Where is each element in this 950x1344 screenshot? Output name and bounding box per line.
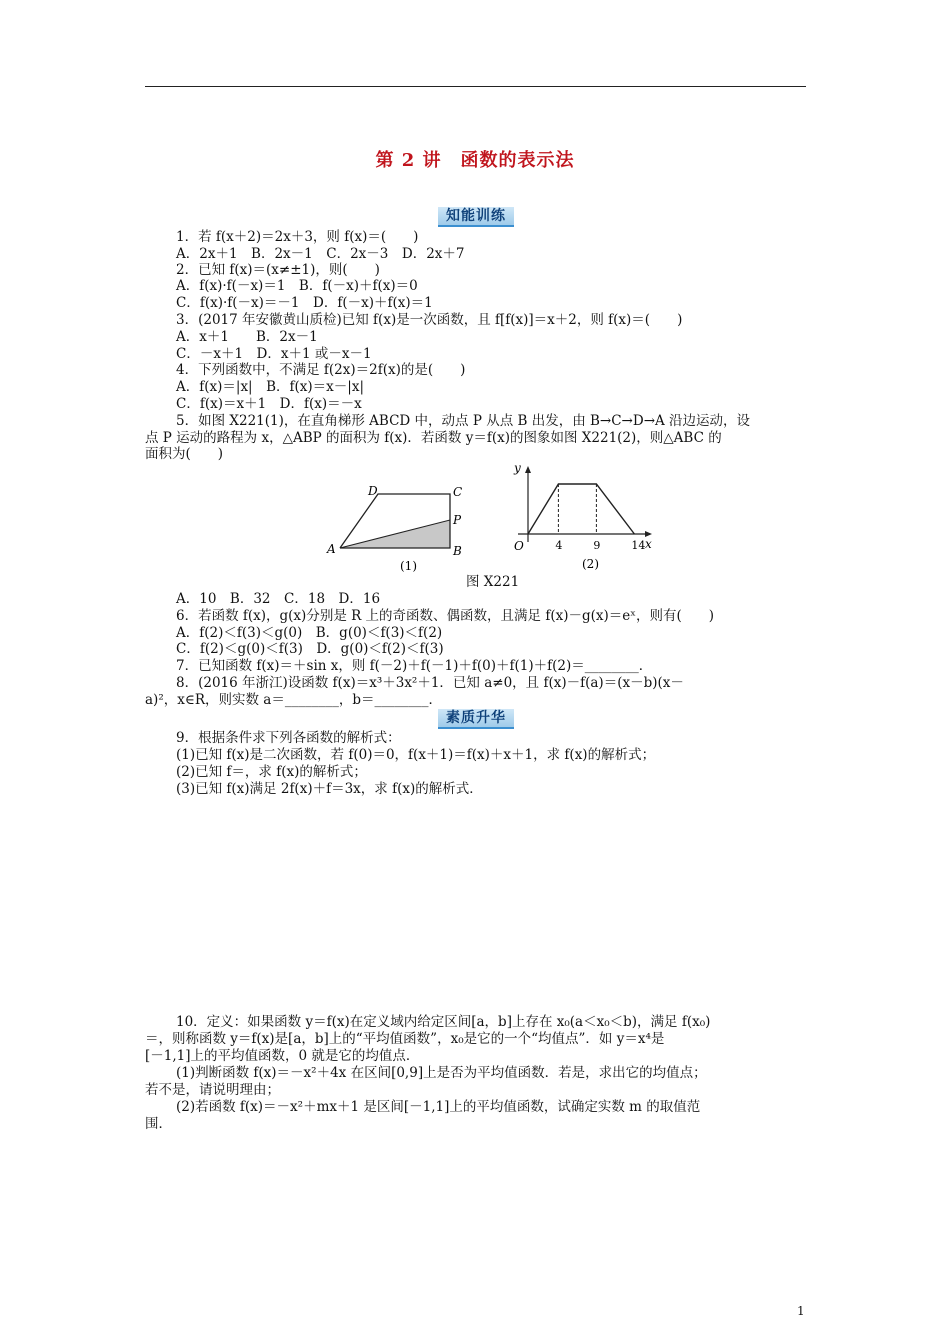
label-D: D bbox=[368, 484, 378, 498]
q2-options-ab: A．f(x)·f(－x)＝1 B．f(－x)＋f(x)＝0 bbox=[176, 278, 418, 294]
q1-options: A．2x＋1 B．2x－1 C．2x－3 D．2x＋7 bbox=[176, 246, 465, 262]
trapezoid-figure bbox=[320, 482, 470, 572]
q9-part2: (2)已知 f＝，求 f(x)的解析式； bbox=[176, 764, 367, 780]
q9: 9．根据条件求下列各函数的解析式： bbox=[176, 730, 401, 746]
x-tick-label-14: 14 bbox=[631, 539, 646, 552]
header-rule bbox=[145, 86, 806, 87]
figure-caption: 图 X221 bbox=[466, 574, 520, 590]
q10-part2-cont: 围． bbox=[145, 1116, 172, 1132]
q6-options-ab: A．f(2)＜f(3)＜g(0) B．g(0)＜f(3)＜f(2) bbox=[176, 625, 443, 641]
section-banner-training: 知能训练 bbox=[438, 207, 514, 227]
page-title: 第 2 讲 函数的表示法 bbox=[375, 150, 575, 171]
q7: 7．已知函数 f(x)＝＋sin x，则 f(－2)＋f(－1)＋f(0)＋f(1)＋f(2)＝________． bbox=[176, 658, 653, 674]
label-B: B bbox=[453, 544, 462, 558]
page-number: 1 bbox=[797, 1304, 805, 1318]
function-graph bbox=[500, 458, 670, 573]
x-tick-label-9: 9 bbox=[593, 539, 601, 552]
q4-options-ab: A．f(x)＝|x| B．f(x)＝x－|x| bbox=[176, 379, 364, 395]
q10-part2: (2)若函数 f(x)＝－x²＋mx＋1 是区间[－1,1]上的平均值函数，试确定实数 m 的取值范 bbox=[176, 1099, 701, 1115]
q5-line2: 点 P 运动的路程为 x，△ABP 的面积为 f(x)．若函数 y＝f(x)的图象如图 X221(2)，则△ABC 的 bbox=[145, 430, 722, 446]
label-A: A bbox=[327, 542, 336, 556]
x-axis-label: x bbox=[645, 537, 652, 551]
q3-options-cd: C．－x＋1 D．x＋1 或－x－1 bbox=[176, 346, 372, 362]
q2: 2．已知 f(x)＝(x≠±1)，则( ) bbox=[176, 262, 380, 278]
subcaption-1: (1) bbox=[400, 559, 417, 572]
q5-line3: 面积为( ) bbox=[145, 446, 224, 462]
q4-options-cd: C．f(x)＝x＋1 D．f(x)＝－x bbox=[176, 396, 362, 412]
q2-options-cd: C．f(x)·f(－x)＝－1 D．f(－x)＋f(x)＝1 bbox=[176, 295, 433, 311]
q3: 3．(2017 年安徽黄山质检)已知 f(x)是一次函数，且 f[f(x)]＝x＋2，则 f(x)＝( ) bbox=[176, 312, 683, 328]
y-axis-arrow bbox=[525, 466, 531, 473]
q8-line1: 8．(2016 年浙江)设函数 f(x)＝x³＋3x²＋1．已知 a≠0，且 f(x)－f(a)＝(x－b)(x－ bbox=[176, 675, 684, 691]
series-line bbox=[528, 484, 634, 534]
q10-line1: 10．定义：如果函数 y＝f(x)在定义域内给定区间[a，b]上存在 x₀(a＜x₀＜b)，满足 f(x₀) bbox=[176, 1014, 711, 1030]
label-C: C bbox=[453, 485, 463, 499]
subcaption-2: (2) bbox=[582, 557, 599, 571]
q1: 1．若 f(x＋2)＝2x＋3，则 f(x)＝( ) bbox=[176, 229, 419, 245]
origin-label: O bbox=[514, 539, 524, 553]
q5-options: A．10 B．32 C．18 D．16 bbox=[176, 591, 381, 607]
q10-part1-cont: 若不是，请说明理由； bbox=[145, 1082, 280, 1098]
x-tick-label-4: 4 bbox=[555, 539, 563, 552]
q3-options-ab: A．x＋1 B．2x－1 bbox=[176, 329, 318, 345]
q6: 6．若函数 f(x)，g(x)分别是 R 上的奇函数、偶函数，且满足 f(x)－g(x)＝eˣ，则有( ) bbox=[176, 608, 715, 624]
q10-part1: (1)判断函数 f(x)＝－x²＋4x 在区间[0,9]上是否为平均值函数．若是，求出它的均值点； bbox=[176, 1065, 707, 1081]
y-axis-label: y bbox=[514, 461, 521, 475]
q9-part1: (1)已知 f(x)是二次函数，若 f(0)＝0，f(x＋1)＝f(x)＋x＋1，求 f(x)的解析式； bbox=[176, 747, 656, 763]
q10-line2: ＝，则称函数 y＝f(x)是[a，b]上的“平均值函数”，x₀是它的一个“均值点”．如 y＝x⁴是 bbox=[145, 1031, 665, 1047]
q5-line1: 5．如图 X221(1)，在直角梯形 ABCD 中，动点 P 从点 B 出发，由 B→C→D→A 沿边运动，设 bbox=[176, 413, 751, 429]
q4: 4．下列函数中，不满足 f(2x)＝2f(x)的是( ) bbox=[176, 362, 466, 378]
label-P: P bbox=[453, 513, 462, 527]
q8-line2: a)²，x∈R，则实数 a＝________，b＝________． bbox=[145, 692, 442, 708]
q9-part3: (3)已知 f(x)满足 2f(x)＋f＝3x，求 f(x)的解析式． bbox=[176, 781, 483, 797]
q6-options-cd: C．f(2)＜g(0)＜f(3) D．g(0)＜f(2)＜f(3) bbox=[176, 641, 444, 657]
section-banner-improvement: 素质升华 bbox=[438, 709, 514, 729]
q10-line3: [－1,1]上的平均值函数，0 就是它的均值点． bbox=[145, 1048, 420, 1064]
